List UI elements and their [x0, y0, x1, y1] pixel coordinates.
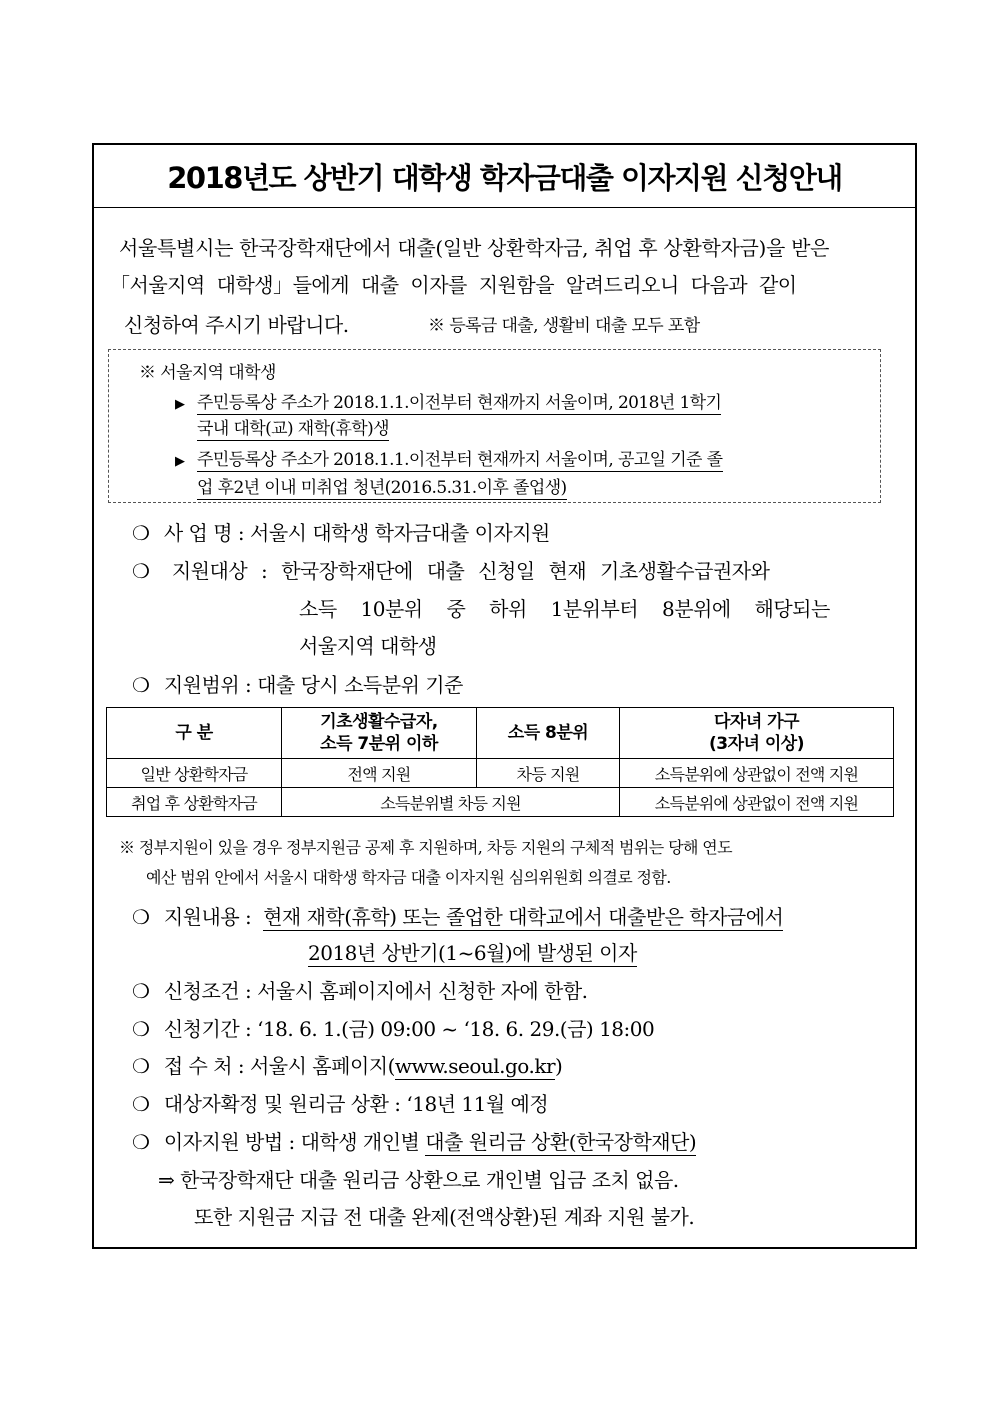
reception-suffix: ): [555, 1054, 563, 1078]
eligibility-item-2: [175, 445, 723, 470]
scope-value: 대출 당시 소득분위 기준: [257, 673, 463, 697]
table-cell: 소득분위별 차등 지원: [282, 788, 620, 817]
eligibility-heading: ※ 서울지역 대학생: [139, 363, 276, 383]
eligibility-item-2-line-2: 업 후2년 이내 미취업 청년(2016.5.31.이후 졸업생): [197, 478, 567, 498]
arrow-line-2: 또한 지원금 지급 전 대출 완제(전액상환)된 계좌 지원 불가.: [194, 1205, 695, 1229]
table-header: 구 분: [107, 708, 282, 759]
scope-label: 지원범위 :: [163, 673, 252, 697]
table-cell: 차등 지원: [477, 759, 620, 788]
item-period: [132, 1013, 654, 1042]
table-cell: 소득분위에 상관없이 전액 지원: [620, 788, 894, 817]
item-confirm: [132, 1088, 548, 1117]
circle-bullet-icon: ❍: [132, 521, 150, 545]
eligibility-item-1-line-1: 주민등록상 주소가 2018.1.1.이전부터 현재까지 서울이며, 2018년 1학기: [197, 393, 722, 413]
table-header: 기초생활수급자, 소득 7분위 이하: [282, 708, 477, 759]
target-label: 지원대상 :: [171, 559, 268, 583]
eligibility-box: [108, 349, 881, 503]
seoul-homepage-link[interactable]: www.seoul.go.kr: [394, 1054, 556, 1078]
target-line-3: 서울지역 대학생: [299, 634, 437, 658]
condition-text: 신청조건 : 서울시 홈페이지에서 신청한 자에 한함.: [163, 979, 588, 1003]
page-title: 2018년도 상반기 대학생 학자금대출 이자지원 신청안내: [167, 160, 842, 195]
eligibility-item-2-line-1: 주민등록상 주소가 2018.1.1.이전부터 현재까지 서울이며, 공고일 기준 졸: [197, 450, 723, 470]
table-row: [107, 759, 894, 788]
circle-bullet-icon: ❍: [132, 905, 150, 929]
target-line-2: 소득 10분위 중 하위 1분위부터 8분위에 해당되는: [299, 597, 830, 621]
period-text: 신청기간 : ‘18. 6. 1.(금) 09:00 ~ ‘18. 6. 29.(금) 18:00: [163, 1017, 655, 1041]
circle-bullet-icon: ❍: [132, 673, 150, 697]
table-note-line-2: 예산 범위 안에서 서울시 대학생 학자금 대출 이자지원 심의위원회 의결로 정함.: [146, 868, 671, 887]
target-line-1: 한국장학재단에 대출 신청일 현재 기초생활수급권자와: [281, 559, 770, 583]
intro-line-2: 「서울지역 대학생」들에게 대출 이자를 지원함을 알려드리오니 다음과 같이: [110, 273, 797, 297]
triangle-right-icon: ▶: [175, 397, 185, 412]
item-scope: [132, 669, 463, 698]
table-header-row: [107, 708, 894, 759]
circle-bullet-icon: ❍: [132, 1092, 150, 1116]
business-value: 서울시 대학생 학자금대출 이자지원: [250, 521, 550, 545]
intro-note: ※ 등록금 대출, 생활비 대출 모두 포함: [428, 316, 700, 336]
table-note-line-1: ※ 정부지원이 있을 경우 정부지원금 공제 후 지원하며, 차등 지원의 구체적 범위는 당해 연도: [119, 838, 733, 857]
item-reception: [132, 1050, 562, 1079]
table-header: 다자녀 가구 (3자녀 이상): [620, 708, 894, 759]
circle-bullet-icon: ❍: [132, 559, 150, 583]
table-cell: 일반 상환학자금: [107, 759, 282, 788]
triangle-right-icon: ▶: [175, 454, 185, 469]
business-label: 사 업 명 :: [163, 521, 245, 545]
circle-bullet-icon: ❍: [132, 1130, 150, 1154]
support-table: [106, 707, 894, 817]
notice-frame: [92, 143, 917, 1249]
table-row: [107, 788, 894, 817]
content-line-2: 2018년 상반기(1~6월)에 발생된 이자: [308, 941, 637, 965]
table-cell: 취업 후 상환학자금: [107, 788, 282, 817]
circle-bullet-icon: ❍: [132, 1017, 150, 1041]
item-condition: [132, 975, 588, 1004]
item-business: [132, 517, 550, 546]
item-content: [132, 901, 783, 930]
table-cell: 전액 지원: [282, 759, 477, 788]
confirm-text: 대상자확정 및 원리금 상환 : ‘18년 11월 예정: [163, 1092, 549, 1116]
method-underlined: 대출 원리금 상환(한국장학재단): [425, 1130, 697, 1154]
circle-bullet-icon: ❍: [132, 979, 150, 1003]
item-method: [132, 1126, 696, 1155]
method-prefix: 이자지원 방법 : 대학생 개인별: [163, 1130, 420, 1154]
circle-bullet-icon: ❍: [132, 1054, 150, 1078]
table-cell: 소득분위에 상관없이 전액 지원: [620, 759, 894, 788]
content-label: 지원내용 :: [163, 905, 252, 929]
arrow-line-1: ⇒ 한국장학재단 대출 원리금 상환으로 개인별 입금 조치 없음.: [158, 1168, 679, 1192]
table-header: 소득 8분위: [477, 708, 620, 759]
item-target: [132, 555, 769, 584]
eligibility-item-1-line-2: 국내 대학(교) 재학(휴학)생: [197, 419, 389, 439]
eligibility-item-1: [175, 388, 721, 413]
intro-line-1: 서울특별시는 한국장학재단에서 대출(일반 상환학자금, 취업 후 상환학자금)을 받은: [119, 236, 830, 260]
reception-prefix: 접 수 처 : 서울시 홈페이지(: [163, 1054, 395, 1078]
content-line-1: 현재 재학(휴학) 또는 졸업한 대학교에서 대출받은 학자금에서: [263, 905, 784, 929]
intro-line-3: 신청하여 주시기 바랍니다.: [124, 313, 349, 337]
title-row: [94, 145, 915, 208]
